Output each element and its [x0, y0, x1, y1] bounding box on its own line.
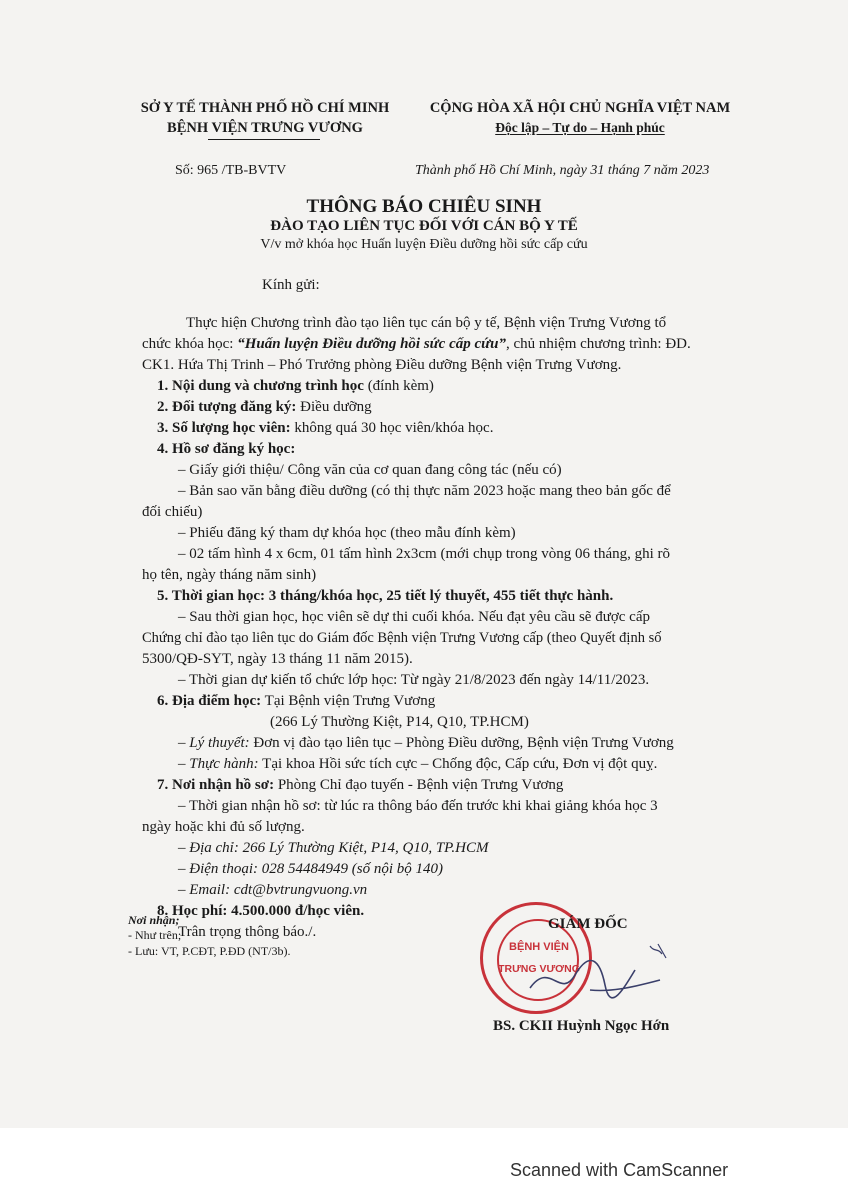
item-5-bullet-1a: – Sau thời gian học, học viên sẽ dự thi cuối khóa. Nếu đạt yêu cầu sẽ được cấp: [178, 609, 650, 625]
item-5-bullet-1c: 5300/QĐ-SYT, ngày 13 tháng 11 năm 2015).: [142, 651, 413, 667]
item-1-text: (đính kèm): [363, 378, 434, 394]
item-1-label: 1. Nội dung và chương trình học: [157, 378, 364, 394]
camscanner-watermark: Scanned with CamScanner: [510, 1160, 729, 1180]
item-6-text: Tại Bệnh viện Trưng Vương: [261, 693, 436, 709]
item-4-bullet-3: – Phiếu đăng ký tham dự khóa học (theo mẫu đính kèm): [178, 525, 516, 541]
closing-text: Trân trọng thông báo./.: [178, 924, 317, 940]
item-5-bullet-1b: Chứng chỉ đào tạo liên tục do Giám đốc Bệnh viện Trưng Vương cấp (theo Quyết định số: [142, 630, 662, 646]
recipients-line-2: - Lưu: VT, P.CĐT, P.ĐD (NT/3b).: [128, 944, 291, 958]
item-5-bullet-2: – Thời gian dự kiến tổ chức lớp học: Từ ngày 21/8/2023 đến ngày 14/11/2023.: [178, 672, 650, 688]
item-8-fee: 8. Học phí: 4.500.000 đ/học viên.: [157, 903, 365, 919]
dash: –: [178, 735, 190, 751]
document-date: Thành phố Hồ Chí Minh, ngày 31 tháng 7 năm 2023: [415, 163, 710, 178]
theory-label: Lý thuyết:: [189, 735, 250, 751]
header-left-divider: [208, 139, 320, 140]
item-7-phone: – Điện thoại: 028 54484949 (số nội bộ 140): [178, 861, 443, 877]
item-7: [157, 775, 563, 796]
item-4-bullet-4b: họ tên, ngày tháng năm sinh): [142, 567, 317, 583]
item-3-label: 3. Số lượng học viên:: [157, 420, 291, 436]
seal-text-1: BỆNH VIỆN: [509, 941, 569, 953]
recipients-line-1: - Như trên;: [128, 928, 182, 942]
item-1: [157, 376, 434, 397]
country-name: CỘNG HÒA XÃ HỘI CHỦ NGHĨA VIỆT NAM: [429, 100, 731, 116]
intro-line-3: CK1. Hứa Thị Trinh – Phó Trưởng phòng Điều dưỡng Bệnh viện Trưng Vương.: [142, 357, 622, 373]
email-text: Email: cdt@bvtrungvuong.vn: [189, 882, 368, 898]
hospital-name: BỆNH VIỆN TRƯNG VƯƠNG: [167, 120, 363, 136]
item-7-address: – Địa chỉ: 266 Lý Thường Kiệt, P14, Q10, TP.HCM: [178, 840, 489, 856]
item-2: [157, 397, 372, 418]
item-3: [157, 418, 493, 439]
national-motto: Độc lập – Tự do – Hạnh phúc: [495, 120, 665, 135]
signer-title: GIÁM ĐỐC: [548, 916, 628, 932]
signer-name: BS. CKII Huỳnh Ngọc Hớn: [493, 1018, 670, 1034]
item-7-label: 7. Nơi nhận hồ sơ:: [157, 777, 275, 793]
item-4-bullet-2b: đối chiếu): [142, 504, 203, 520]
item-4-bullet-4a: – 02 tấm hình 4 x 6cm, 01 tấm hình 2x3cm (mới chụp trong vòng 06 tháng, ghi rõ: [178, 546, 671, 562]
practice-label: Thực hành:: [189, 756, 259, 772]
intro-line-2: [142, 334, 691, 355]
motto-wrap: [420, 120, 740, 136]
seal-text-2: TRƯNG VƯƠNG: [498, 963, 580, 975]
notice-regarding: V/v mở khóa học Huấn luyện Điều dưỡng hồi sức cấp cứu: [260, 237, 588, 252]
item-7-text: Phòng Chỉ đạo tuyến - Bệnh viện Trưng Vương: [274, 777, 564, 793]
item-4-bullet-2a: – Bản sao văn bằng điều dưỡng (có thị thực năm 2023 hoặc mang theo bản gốc để: [178, 483, 671, 499]
notice-subtitle: ĐÀO TẠO LIÊN TỤC ĐỐI VỚI CÁN BỘ Y TẾ: [270, 218, 578, 234]
item-7-bullet-1b: ngày hoặc khi đủ số lượng.: [142, 819, 305, 835]
item-7-bullet-1a: – Thời gian nhận hồ sơ: từ lúc ra thông báo đến trước khi khai giảng khóa học 3: [178, 798, 658, 814]
intro-2a: chức khóa học:: [142, 336, 238, 352]
item-6: [157, 691, 435, 712]
practice-text: Tại khoa Hồi sức tích cực – Chống độc, Cấp cứu, Đơn vị đột quỵ.: [258, 756, 658, 772]
course-name: “Huấn luyện Điều dưỡng hồi sức cấp cứu”: [237, 336, 506, 352]
ministry-name: SỞ Y TẾ THÀNH PHỐ HỒ CHÍ MINH: [140, 100, 390, 116]
dash: –: [178, 756, 190, 772]
item-6-label: 6. Địa điểm học:: [157, 693, 262, 709]
intro-line-1: Thực hiện Chương trình đào tạo liên tục cán bộ y tế, Bệnh viện Trưng Vương tổ: [186, 315, 667, 331]
item-2-label: 2. Đối tượng đăng ký:: [157, 399, 297, 415]
salutation: Kính gửi:: [262, 277, 320, 293]
signature-scribble: [520, 940, 670, 1010]
recipients-label: Nơi nhận;: [128, 913, 180, 927]
notice-title: THÔNG BÁO CHIÊU SINH: [306, 196, 542, 217]
intro-2c: , chủ nhiệm chương trình: ĐD.: [505, 336, 691, 352]
address-text: Địa chỉ: 266 Lý Thường Kiệt, P14, Q10, TP.HCM: [189, 840, 489, 856]
phone-text: Điện thoại: 028 54484949 (số nội bộ 140): [189, 861, 443, 877]
theory-text: Đơn vị đào tạo liên tục – Phòng Điều dưỡng, Bệnh viện Trưng Vương: [249, 735, 674, 751]
item-6-practice: [178, 754, 657, 775]
item-2-text: Điều dưỡng: [296, 399, 372, 415]
item-4-bullet-1: – Giấy giới thiệu/ Công văn của cơ quan đang công tác (nếu có): [178, 462, 562, 478]
item-5-label: 5. Thời gian học: 3 tháng/khóa học, 25 tiết lý thuyết, 455 tiết thực hành.: [157, 588, 614, 604]
item-6-theory: [178, 733, 674, 754]
item-7-email: – Email: cdt@bvtrungvuong.vn: [178, 882, 368, 898]
item-6-address: (266 Lý Thường Kiệt, P14, Q10, TP.HCM): [270, 714, 529, 730]
item-4-label: 4. Hồ sơ đăng ký học:: [157, 441, 296, 457]
item-3-text: không quá 30 học viên/khóa học.: [290, 420, 494, 436]
document-number: Số: 965 /TB-BVTV: [175, 163, 287, 178]
